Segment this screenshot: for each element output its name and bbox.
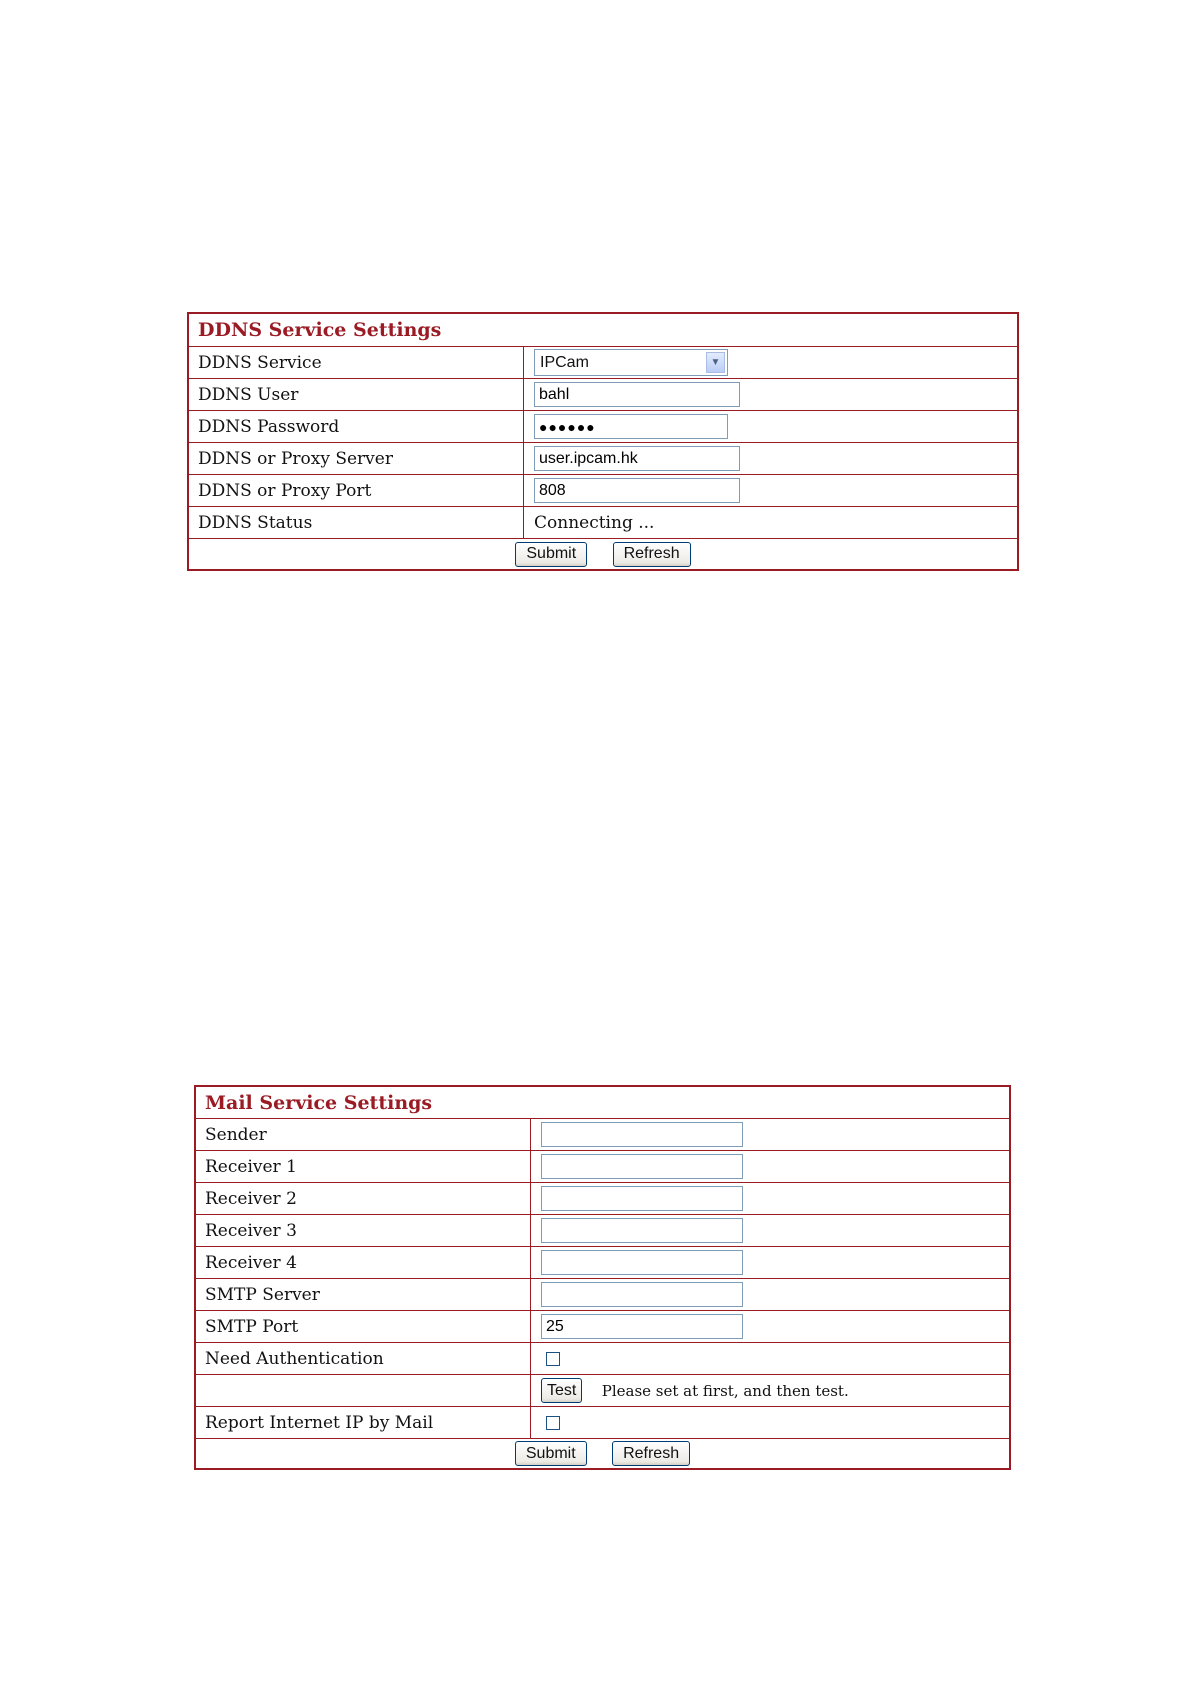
ddns-password-cell — [524, 411, 1019, 443]
ddns-port-cell — [524, 475, 1019, 507]
ddns-password-label: DDNS Password — [188, 411, 524, 443]
mail-report-ip-row — [195, 1407, 1010, 1439]
mail-receiver3-label: Receiver 3 — [195, 1215, 531, 1247]
mail-smtp-port-row — [195, 1311, 1010, 1343]
mail-receiver2-cell — [531, 1183, 1011, 1215]
mail-test-button[interactable]: Test — [541, 1378, 582, 1403]
mail-submit-button[interactable]: Submit — [515, 1441, 587, 1466]
ddns-service-row — [188, 347, 1018, 379]
mail-smtp-server-input[interactable] — [541, 1282, 743, 1307]
mail-sender-cell — [531, 1119, 1011, 1151]
ddns-status-cell — [524, 507, 1019, 539]
mail-report-ip-cell — [531, 1407, 1011, 1439]
mail-test-empty-cell — [195, 1375, 531, 1407]
mail-receiver3-input[interactable] — [541, 1218, 743, 1243]
mail-title-row — [195, 1086, 1010, 1119]
ddns-service-select[interactable] — [534, 349, 728, 376]
mail-receiver3-row — [195, 1215, 1010, 1247]
mail-receiver3-cell — [531, 1215, 1011, 1247]
mail-receiver1-cell — [531, 1151, 1011, 1183]
mail-button-row — [195, 1439, 1010, 1470]
ddns-port-row — [188, 475, 1018, 507]
mail-smtp-server-label: SMTP Server — [195, 1279, 531, 1311]
chevron-down-icon[interactable]: ▼ — [706, 352, 725, 373]
ddns-service-value: IPCam — [540, 353, 589, 371]
ddns-server-cell — [524, 443, 1019, 475]
ddns-user-cell — [524, 379, 1019, 411]
ddns-server-input[interactable] — [534, 446, 740, 471]
mail-settings-panel — [194, 1085, 1011, 1470]
ddns-user-row — [188, 379, 1018, 411]
mail-report-ip-label: Report Internet IP by Mail — [195, 1407, 531, 1439]
mail-auth-row — [195, 1343, 1010, 1375]
mail-panel-title: Mail Service Settings — [195, 1086, 1010, 1119]
mail-sender-label: Sender — [195, 1119, 531, 1151]
mail-smtp-port-input[interactable] — [541, 1314, 743, 1339]
mail-receiver1-label: Receiver 1 — [195, 1151, 531, 1183]
ddns-port-input[interactable] — [534, 478, 740, 503]
ddns-password-row — [188, 411, 1018, 443]
mail-receiver1-row — [195, 1151, 1010, 1183]
mail-test-note: Please set at first, and then test. — [601, 1381, 849, 1400]
mail-receiver4-input[interactable] — [541, 1250, 743, 1275]
ddns-status-value: Connecting ... — [534, 512, 655, 533]
ddns-button-cell — [188, 539, 1018, 571]
ddns-settings-panel — [187, 312, 1019, 571]
ddns-submit-button[interactable]: Submit — [515, 542, 587, 567]
ddns-panel-title: DDNS Service Settings — [188, 313, 1018, 347]
mail-receiver1-input[interactable] — [541, 1154, 743, 1179]
mail-smtp-server-cell — [531, 1279, 1011, 1311]
mail-receiver4-row — [195, 1247, 1010, 1279]
need-authentication-checkbox[interactable] — [546, 1352, 560, 1366]
mail-button-cell — [195, 1439, 1010, 1470]
mail-sender-row — [195, 1119, 1010, 1151]
ddns-refresh-button[interactable]: Refresh — [613, 542, 691, 567]
ddns-user-input[interactable] — [534, 382, 740, 407]
ddns-service-label: DDNS Service — [188, 347, 524, 379]
mail-smtp-port-label: SMTP Port — [195, 1311, 531, 1343]
ddns-server-label: DDNS or Proxy Server — [188, 443, 524, 475]
mail-receiver4-cell — [531, 1247, 1011, 1279]
ddns-button-row — [188, 539, 1018, 571]
report-ip-checkbox[interactable] — [546, 1416, 560, 1430]
mail-receiver4-label: Receiver 4 — [195, 1247, 531, 1279]
ddns-status-row — [188, 507, 1018, 539]
mail-receiver2-label: Receiver 2 — [195, 1183, 531, 1215]
ddns-title-row — [188, 313, 1018, 347]
ddns-password-input[interactable] — [534, 414, 728, 439]
ddns-user-label: DDNS User — [188, 379, 524, 411]
mail-test-row — [195, 1375, 1010, 1407]
mail-smtp-port-cell — [531, 1311, 1011, 1343]
mail-sender-input[interactable] — [541, 1122, 743, 1147]
mail-auth-label: Need Authentication — [195, 1343, 531, 1375]
mail-receiver2-row — [195, 1183, 1010, 1215]
mail-receiver2-input[interactable] — [541, 1186, 743, 1211]
ddns-port-label: DDNS or Proxy Port — [188, 475, 524, 507]
ddns-service-cell — [524, 347, 1019, 379]
ddns-server-row — [188, 443, 1018, 475]
ddns-status-label: DDNS Status — [188, 507, 524, 539]
mail-auth-cell — [531, 1343, 1011, 1375]
mail-smtp-server-row — [195, 1279, 1010, 1311]
mail-test-cell — [531, 1375, 1011, 1407]
mail-refresh-button[interactable]: Refresh — [612, 1441, 690, 1466]
